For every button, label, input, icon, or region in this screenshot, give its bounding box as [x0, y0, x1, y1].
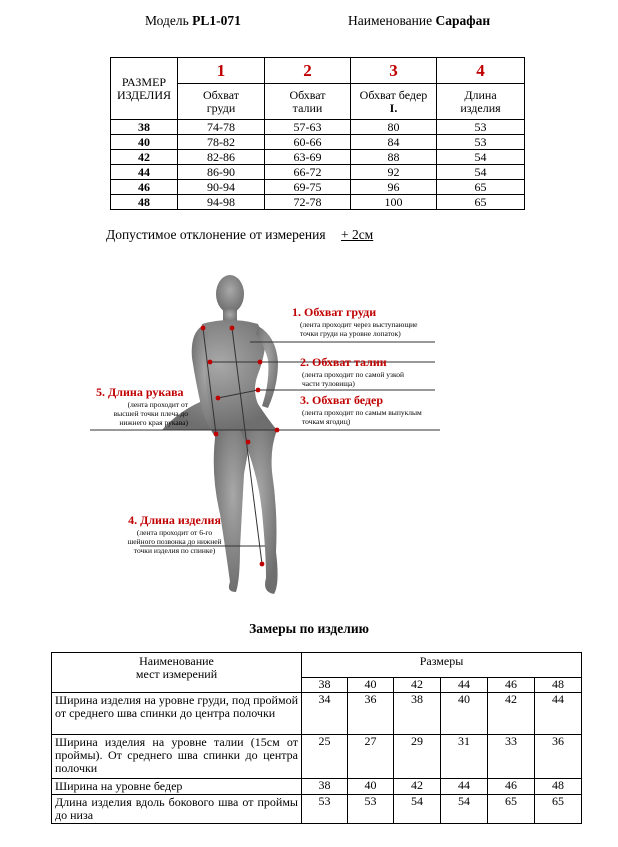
place-name: Длина изделия вдоль бокового шва от проймы до низа — [52, 795, 302, 824]
tolerance-text: Допустимое отклонение от измерения — [106, 227, 326, 242]
product-name-value: Сарафан — [435, 13, 491, 28]
table-cell: 96 — [351, 180, 437, 195]
table-row — [111, 135, 525, 150]
label-desc: шейного позвонка до нижней — [127, 537, 222, 546]
table-cell: 36 — [348, 693, 394, 735]
table-cell: 100 — [351, 195, 437, 210]
measurements-title: Замеры по изделию — [249, 621, 369, 636]
column-label — [351, 84, 437, 120]
model-label: Модель — [145, 13, 189, 28]
label-chest — [292, 305, 417, 338]
table-cell: 25 — [302, 735, 348, 779]
label-desc: (лента проходит от 6-го — [136, 528, 213, 537]
column-number: 1 — [178, 58, 265, 84]
table-cell: 54 — [437, 150, 525, 165]
table-cell: 48 — [535, 779, 582, 795]
table-row — [52, 779, 582, 795]
header-place-name-line: Наименование — [139, 654, 214, 668]
table-cell: 82-86 — [178, 150, 265, 165]
column-number: 3 — [351, 58, 437, 84]
size-table — [110, 57, 525, 210]
column-label-line: Обхват — [289, 87, 326, 102]
label-hips — [300, 393, 422, 426]
table-row — [111, 180, 525, 195]
table-cell: 80 — [351, 120, 437, 135]
table-cell: 57-63 — [265, 120, 351, 135]
table-cell: 74-78 — [178, 120, 265, 135]
size-cell: 44 — [111, 165, 178, 180]
table-cell: 44 — [441, 779, 488, 795]
table-cell: 53 — [437, 120, 525, 135]
label-desc: (лента проходит по самой узкой — [302, 370, 404, 379]
label-title: 4. Длина изделия — [128, 513, 221, 527]
label-title: 3. Обхват бедер — [300, 393, 384, 407]
label-desc: (лента проходит через выступающие — [300, 320, 418, 329]
table-cell: 53 — [437, 135, 525, 150]
size-header-cell: 44 — [441, 678, 488, 693]
table-cell: 54 — [394, 795, 441, 824]
table-cell: 36 — [535, 735, 582, 779]
size-header-cell: 40 — [348, 678, 394, 693]
table-cell: 40 — [441, 693, 488, 735]
table-cell: 66-72 — [265, 165, 351, 180]
table-cell: 29 — [394, 735, 441, 779]
table-cell: 86-90 — [178, 165, 265, 180]
tolerance-value: + 2см — [340, 227, 374, 242]
label-desc: точки изделия по спинке) — [133, 546, 216, 555]
size-header-line-1: РАЗМЕР — [121, 74, 167, 89]
column-label-line: I. — [389, 100, 398, 115]
column-label-line: изделия — [460, 100, 501, 115]
tolerance-line — [106, 227, 373, 243]
table-cell: 46 — [488, 779, 535, 795]
table-cell: 38 — [394, 693, 441, 735]
table-row — [52, 795, 582, 824]
table-cell: 69-75 — [265, 180, 351, 195]
label-desc: (лента проходит от — [127, 400, 188, 409]
table-cell: 65 — [488, 795, 535, 824]
table-cell: 78-82 — [178, 135, 265, 150]
column-label-line: груди — [206, 100, 236, 115]
size-cell: 46 — [111, 180, 178, 195]
label-length — [112, 513, 237, 555]
table-cell: 53 — [348, 795, 394, 824]
place-name: Ширина изделия на уровне талии (15см от проймы). От среднего шва спинки до центра полочки — [52, 735, 302, 779]
label-sleeve — [96, 385, 188, 427]
column-label — [265, 84, 351, 120]
table-row — [111, 195, 525, 210]
label-desc: точки груди на уровне лопаток) — [300, 329, 401, 338]
table-cell: 54 — [437, 165, 525, 180]
table-row — [111, 165, 525, 180]
header-place-name-line: мест измерений — [135, 667, 218, 681]
model-line — [145, 13, 241, 29]
label-title: 2. Обхват талии — [300, 355, 387, 369]
label-desc: высшей точки плеча до — [113, 409, 188, 418]
table-cell: 44 — [535, 693, 582, 735]
column-label — [437, 84, 525, 120]
place-name: Ширина изделия на уровне груди, под проймой от среднего шва спинки до центра полочки — [52, 693, 302, 735]
table-cell: 60-66 — [265, 135, 351, 150]
size-header-cell: 48 — [535, 678, 582, 693]
size-header-cell: 46 — [488, 678, 535, 693]
place-name: Ширина на уровне бедер — [52, 779, 302, 795]
size-header-line-2: ИЗДЕЛИЯ — [116, 87, 172, 102]
label-desc: части туловища) — [302, 379, 355, 388]
label-desc: (лента проходит по самым выпуклым — [302, 408, 422, 417]
table-cell: 65 — [535, 795, 582, 824]
measurements-table — [51, 652, 582, 824]
table-cell: 42 — [488, 693, 535, 735]
table-cell: 90-94 — [178, 180, 265, 195]
size-cell: 48 — [111, 195, 178, 210]
label-title: 1. Обхват груди — [292, 305, 377, 319]
label-desc: нижнего края рукава) — [119, 418, 188, 427]
size-cell: 42 — [111, 150, 178, 165]
table-cell: 65 — [437, 180, 525, 195]
size-header-cell: 38 — [302, 678, 348, 693]
table-cell: 92 — [351, 165, 437, 180]
table-cell: 94-98 — [178, 195, 265, 210]
column-label-line: Обхват бедер — [359, 87, 428, 102]
column-label-line: Длина — [464, 87, 497, 102]
table-cell: 88 — [351, 150, 437, 165]
size-header — [111, 58, 178, 120]
table-cell: 53 — [302, 795, 348, 824]
column-label-line: талии — [292, 100, 323, 115]
column-number: 4 — [437, 58, 525, 84]
table-cell: 42 — [394, 779, 441, 795]
table-cell: 31 — [441, 735, 488, 779]
table-cell: 54 — [441, 795, 488, 824]
model-value: PL1-071 — [192, 13, 241, 28]
table-cell: 40 — [348, 779, 394, 795]
table-row — [111, 150, 525, 165]
size-header-cell: 42 — [394, 678, 441, 693]
size-cell: 38 — [111, 120, 178, 135]
label-desc: точкам ягодиц) — [302, 417, 351, 426]
label-title: 5. Длина рукава — [96, 385, 184, 399]
table-cell: 65 — [437, 195, 525, 210]
table-cell: 72-78 — [265, 195, 351, 210]
table-row — [52, 693, 582, 735]
column-label-line: Обхват — [202, 87, 240, 102]
header-place-name — [52, 653, 302, 693]
column-label — [178, 84, 265, 120]
table-cell: 34 — [302, 693, 348, 735]
product-name-label: Наименование — [348, 13, 433, 28]
table-cell: 63-69 — [265, 150, 351, 165]
header-sizes: Размеры — [302, 653, 582, 678]
label-waist — [300, 355, 404, 388]
table-row — [52, 735, 582, 779]
table-cell: 38 — [302, 779, 348, 795]
size-cell: 40 — [111, 135, 178, 150]
table-cell: 33 — [488, 735, 535, 779]
table-cell: 84 — [351, 135, 437, 150]
product-name-line — [348, 13, 490, 29]
column-number: 2 — [265, 58, 351, 84]
table-cell: 27 — [348, 735, 394, 779]
table-row — [111, 120, 525, 135]
